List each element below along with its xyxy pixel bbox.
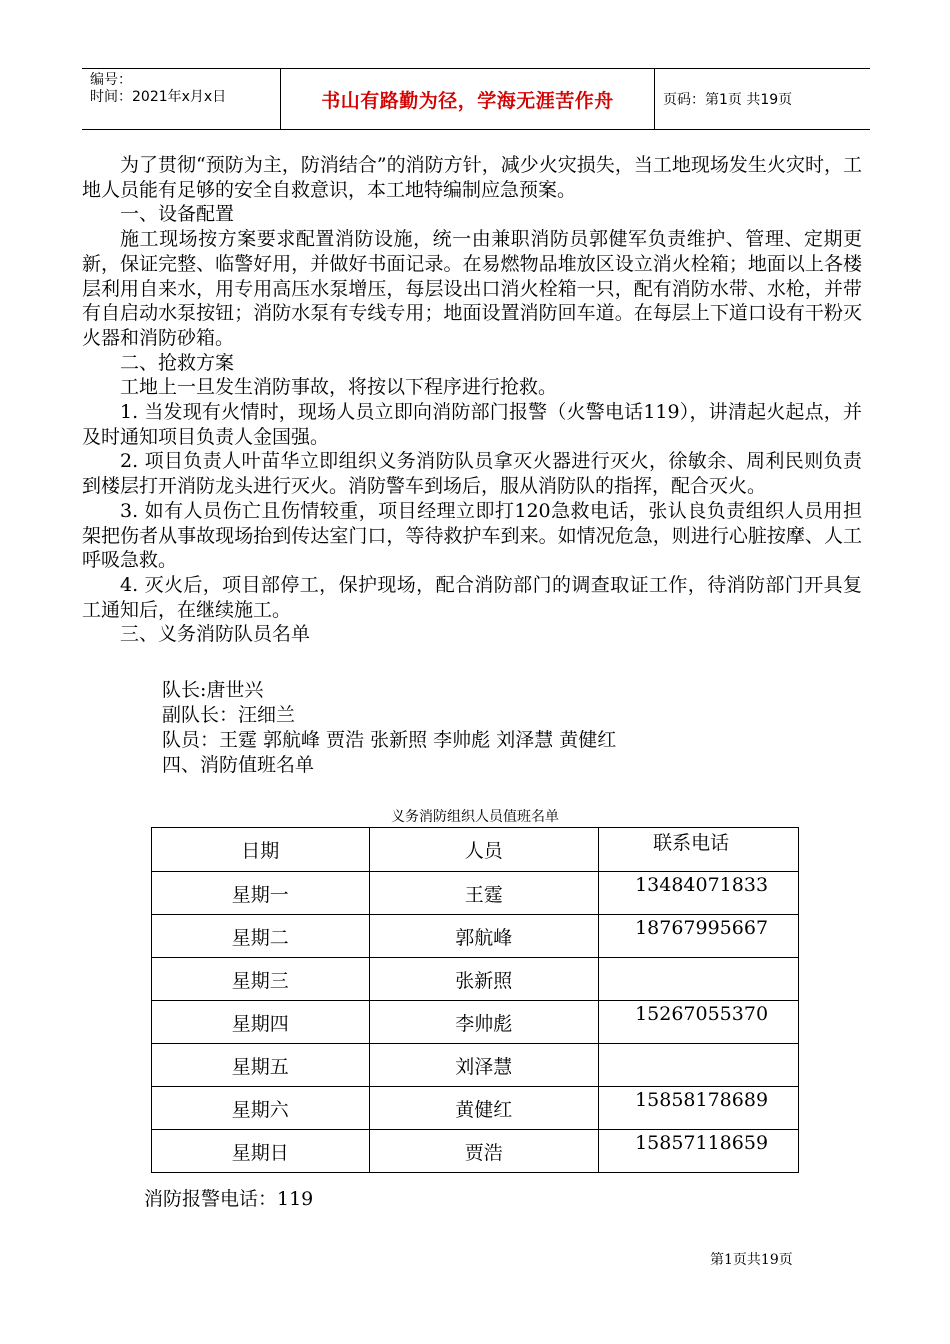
cell-phone [599,958,799,1001]
rescue-step-3: 3. 如有人员伤亡且伤情较重，项目经理立即打120急救电话，张认良负责组织人员用担架把伤者从事故现场抬到传达室门口，等待救护车到来。如情况危急，则进行心脏按摩、人工呼吸急救。 [82,499,862,572]
cell-day: 星期日 [152,1130,370,1173]
document-header [82,68,870,130]
intro-paragraph: 为了贯彻“预防为主，防消结合”的消防方针，减少火灾损失，当工地现场发生火灾时，工地人员能有足够的安全自救意识，本工地特编制应急预案。 [82,154,862,201]
cell-day: 星期六 [152,1087,370,1130]
table-row [152,958,799,1001]
cell-person: 王霆 [369,872,599,915]
cell-phone [599,1044,799,1087]
cell-phone: 13484071833 [599,872,799,915]
motto-text: 书山有路勤为径，学海无涯苦作舟 [321,89,614,112]
table-row [152,915,799,958]
alarm-phone: 消防报警电话：119 [144,1188,314,1210]
cell-phone: 15267055370 [599,1001,799,1044]
cell-day: 星期四 [152,1001,370,1044]
cell-person: 张新照 [369,958,599,1001]
number-label: 编号： [90,72,132,88]
cell-person: 贾浩 [369,1130,599,1173]
cell-person: 郭航峰 [369,915,599,958]
team-vice-captain: 副队长：汪细兰 [162,704,296,726]
equipment-paragraph: 施工现场按方案要求配置消防设施，统一由兼职消防员郭健军负责维护、管理、定期更新，保证完整、临警好用，并做好书面记录。在易燃物品堆放区设立消火栓箱；地面以上各楼层利用自来水，用专用高压水泵增压，每层设出口消火栓箱一只，配有消防水带、水枪，并带有自启动水泵按钮；消防水泵有专线专用；地面设置消防回车道。在每层上下道口设有干粉灭火器和消防砂箱。 [82,228,862,349]
section-heading-equipment: 一、设备配置 [120,203,235,226]
rescue-step-1: 1. 当发现有火情时，现场人员立即向消防部门报警（火警电话119），讲清起火起点，并及时通知项目负责人金国强。 [82,401,862,448]
cell-day: 星期二 [152,915,370,958]
cell-day: 星期一 [152,872,370,915]
section-heading-team: 三、义务消防队员名单 [120,623,311,646]
table-row [152,1001,799,1044]
page-info: 页码：第1页 共19页 [663,92,793,108]
cell-phone: 15857118659 [599,1130,799,1173]
table-row [152,1087,799,1130]
table-row [152,1130,799,1173]
section-heading-rescue: 二、抢救方案 [120,351,235,374]
team-captain: 队长:唐世兴 [162,679,264,701]
rescue-step-2: 2. 项目负责人叶苗华立即组织义务消防队员拿灭火器进行灭火，徐敏余、周利民则负责到楼层打开消防龙头进行灭火。消防警车到场后，服从消防队的指挥，配合灭火。 [82,450,862,498]
header-date: 日期 [152,828,370,872]
table-row [152,1044,799,1087]
header-person: 人员 [369,828,599,872]
duty-table-caption: 义务消防组织人员值班名单 [391,809,559,825]
time-label: 时间：2021年x月x日 [90,89,227,105]
rescue-intro: 工地上一旦发生消防事故，将按以下程序进行抢救。 [120,376,558,399]
document-body [82,153,862,647]
cell-day: 星期三 [152,958,370,1001]
header-page-cell [655,69,870,129]
table-row [152,872,799,915]
duty-table [151,827,799,1173]
header-phone: 联系电话 [599,828,799,872]
table-header-row [152,828,799,872]
cell-person: 李帅彪 [369,1001,599,1044]
cell-phone: 18767995667 [599,915,799,958]
cell-day: 星期五 [152,1044,370,1087]
cell-person: 刘泽慧 [369,1044,599,1087]
header-motto-cell [281,69,655,129]
header-meta-cell [82,69,281,129]
team-members: 队员：王霆 郭航峰 贾浩 张新照 李帅彪 刘泽慧 黄健红 [162,729,617,751]
section-heading-duty: 四、消防值班名单 [162,754,315,776]
cell-person: 黄健红 [369,1087,599,1130]
cell-phone: 15858178689 [599,1087,799,1130]
rescue-step-4: 4. 灭火后，项目部停工，保护现场，配合消防部门的调查取证工作，待消防部门开具复工通知后，在继续施工。 [82,573,862,621]
page-footer: 第1页共19页 [710,1252,793,1268]
